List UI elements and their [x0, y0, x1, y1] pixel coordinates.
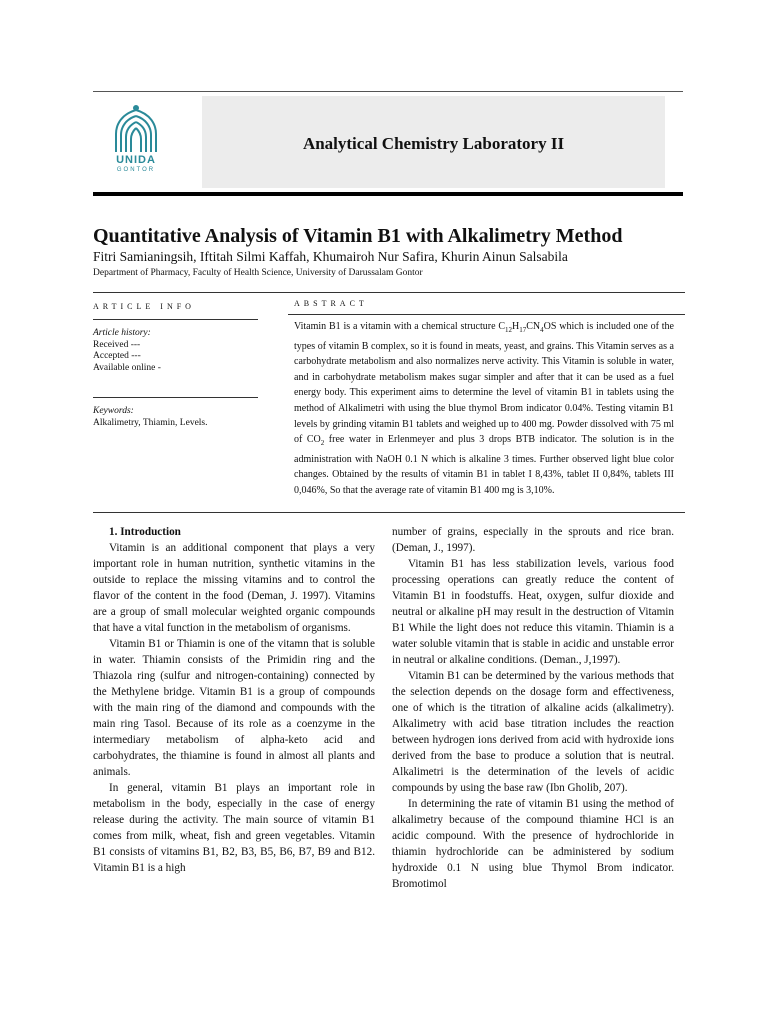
abstract-bottom-rule [93, 512, 685, 513]
keywords: Alkalimetry, Thiamin, Levels. [93, 417, 208, 428]
abstract-rule [288, 314, 685, 315]
paragraph: In general, vitamin B1 plays an important role in metabolism in the body, especially in the case of energy release during the activity. The main source of vitamin B1 comes from milk, wheat, fish and green vegetables. Vitamin B1 consists of vitamins B1, B2, B3, B5, B6, B7, B9 and B12. Vitamin B1 is a high [93, 782, 375, 874]
journal-title: Analytical Chemistry Laboratory II [302, 134, 565, 153]
right-column [392, 524, 674, 892]
header-rule [93, 192, 683, 196]
logo-wordmark [104, 155, 168, 174]
history-label: Article history: [93, 328, 151, 338]
paragraph: Vitamin B1 or Thiamin is one of the vitamn that is soluble in water. Thiamin consists of the Primidin ring and the Thiazola ring (sulfur and nitrogen-containing) connected by the Methylene bridge. Vitamin B1 is a group of compounds with the main ring of the diamond and compounds with the main ring Tasol. Because of its role as a coenzyme in the intermediary metabolism of alpha-keto acid and carbohydrates, the thiamine is found in almost all plants and animals. [93, 638, 375, 778]
paragraph: Vitamin is an additional component that plays a very important role in human nutrition, synthetic vitamins in the outside to replace the missing vitamins and to control the flavor of the content in the food (Deman, J. 1997). Vitamins are a group of small molecular weighted organic compounds that have a vital function in the metabolism of organisms. [93, 542, 375, 634]
left-column [93, 524, 375, 876]
abstract-heading: ABSTRACT [294, 299, 368, 308]
accepted: Accepted --- [93, 351, 141, 361]
paragraph: Vitamin B1 can be determined by the various methods that the selection depends on the dosage form and effectiveness, one of which is the titration of alkaline acids (alkalimetry). Alkalimetry with acid base titration includes the reaction between hydrogen ions derived from acid with hydroxide ions derived from the base to produce a solution that is neutral. Alkalimetri is the determination of the levels of acidic compounds by using the base raw (Ibn Gholib, 207). [392, 670, 674, 794]
paper-title: Quantitative Analysis of Vitamin B1 with Alkalimetry Method [93, 225, 623, 247]
logo-sub: GONTOR [116, 167, 156, 173]
article-info-heading: ARTICLE INFO [93, 302, 195, 311]
keywords-block [93, 406, 263, 429]
info-top-rule [93, 292, 685, 293]
available-online: Available online - [93, 362, 161, 373]
authors: Fitri Samianingsih, Iftitah Silmi Kaffah, Khumairoh Nur Safira, Khurin Ainun Salsabila [93, 249, 568, 264]
received: Received --- [93, 339, 141, 350]
info-mid-rule [93, 397, 258, 398]
info-rule [93, 319, 258, 320]
affiliation: Department of Pharmacy, Faculty of Health Science, University of Darussalam Gontor [93, 268, 423, 278]
top-rule [93, 91, 683, 92]
paragraph: Vitamin B1 has less stabilization levels, various food processing operations can greatly reduce the content of Vitamin B1 in foodstuffs. Heat, oxygen, sulfur dioxide and neutral or alkaline pH may result in the destruction of Vitamin B1 While the light does not reduce this vitamin. Thiamin is a water soluble vitamin that is stable in acidic and unstable error in neutral or alkaline conditions. (Deman., J,1997). [392, 558, 674, 666]
keywords-label: Keywords: [93, 406, 134, 416]
logo-name: UNIDA [116, 154, 156, 166]
abstract-text: Vitamin B1 is a vitamin with a chemical structure $C_{12}H_{17}CN_4OS$ which is included one of the types of vitamin B complex, so it is found in meats, yeast, and grains. This Vitamin serves as a carbohydrate metabolism and also normalizes nerve activity. This Vitamin is soluble in water, and in carbohydrate metabolism makes sugar simpler and after that it can be used as a fuel energy body. This experiment aims to determine the level of vitamin B1 in tablets using the method of Alkalimetri with using the blue thymol Brom indicator 0.04%. Testing vitamin B1 levels by grinding vitamin B1 tablets and weighed up to 400 mg. Powder dissolved with 75 ml of $CO_2$ free water in Erlenmeyer and plus 3 drops BTB indicator. The solution is in the administration with NaOH 0.1 N which is alkaline 3 times. Further observed light blue color changes. Obtained by the results of vitamin B1 in tablet I 8,43%, tablet II 0,84%, tablets III 0,046%, So that the average rate of vitamin B1 400 mg is 3,10%. [294, 321, 674, 496]
article-history [93, 328, 263, 374]
section-title-introduction: 1. Introduction [109, 526, 181, 538]
paragraph: number of grains, especially in the sprouts and rice bran. (Deman, J., 1997). [392, 526, 674, 554]
paragraph: In determining the rate of vitamin B1 using the method of alkalimetry because of the compound thiamine HCl is an acidic compound. With the presence of hydrochloride in thiamin hydrochloride can be administered by sodium hydroxide 0.1 N using blue Thymol Brom indicator. Bromotimol [392, 798, 674, 890]
